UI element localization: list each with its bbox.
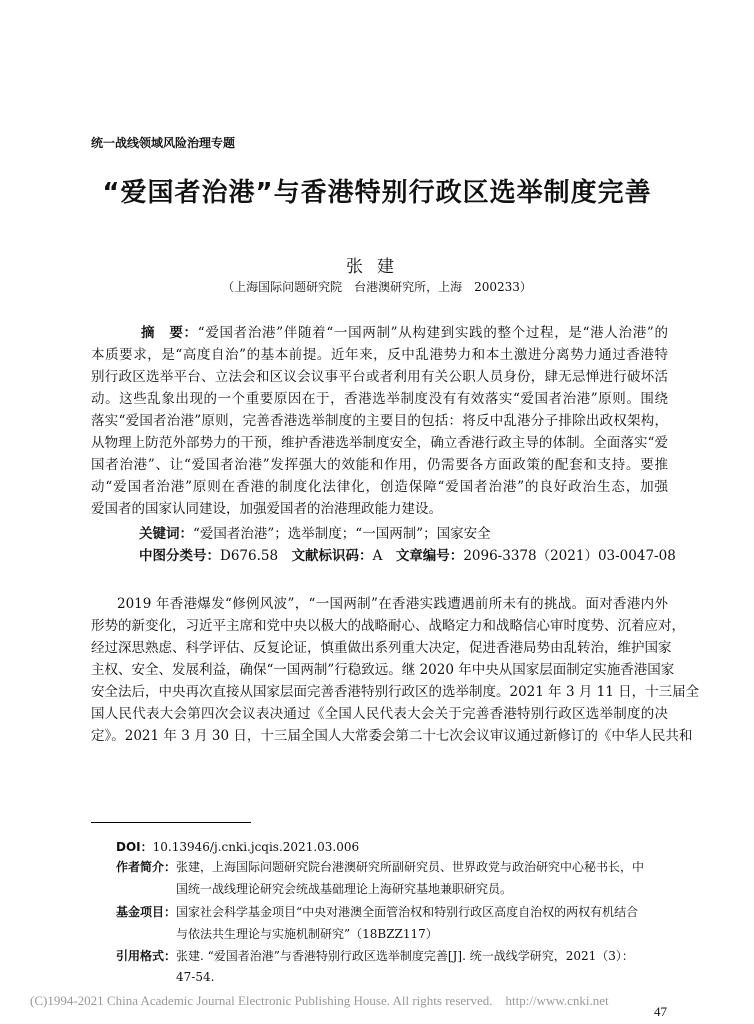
section-label: 统一战线领域风险治理专题 [91,136,236,150]
author-bio-cont: 国统一战线理论研究会统战基础理论上海研究基地兼职研究员。 [176,882,513,896]
keywords: 关键词：“爱国者治港”；选举制度；“一国两制”；国家安全 [139,526,491,542]
abstract-line: 动。这些乱象出现的一个重要原因在于，香港选举制度没有有效落实“爱国者治港”原则。围绕 [91,391,668,407]
author-affiliation: （上海国际问题研究院 台港澳研究所，上海 200233） [222,280,532,294]
fund-cont: 与依法共生理论与实施机制研究”（18BZZ117） [176,927,438,941]
author-bio: 作者简介：张建，上海国际问题研究院台港澳研究所副研究员、世界政党与政治研究中心秘书长，中 [116,860,645,874]
abstract-line: 从物理上防范外部势力的干预，维护香港选举制度安全，确立香港行政主导的体制。全面落实“爱 [91,435,668,451]
footnote-divider [91,822,251,823]
abstract-line: 国者治港”、让“爱国者治港”发挥强大的效能和作用，仍需要各方面政策的配套和支持。要推 [91,457,668,473]
article-title: “爱国者治港”与香港特别行政区选举制度完善 [102,178,652,208]
body-line: 主权、安全、发展利益，确保“一国两制”行稳致远。继 2020 年中央从国家层面制定实施香港国家 [91,662,675,678]
abstract-line: 摘 要：“爱国者治港”伴随着“一国两制”从构建到实践的整个过程，是“港人治港”的 [141,325,668,341]
body-line: 国人民代表大会第四次会议表决通过《全国人民代表大会关于完善香港特别行政区选举制度的决 [91,706,668,722]
abstract-line: 本质要求，是“高度自治”的基本前提。近年来，反中乱港势力和本土激进分离势力通过香港特 [91,347,668,363]
abstract-line: 动“爱国者治港”原则在香港的制度化法律化，创造保障“爱国者治港”的良好政治生态，加强 [91,479,668,495]
body-line: 2019 年香港爆发“修例风波”，“一国两制”在香港实践遭遇前所未有的挑战。面对香港内外 [117,596,668,612]
citation: 引用格式：张建. “爱国者治港”与香港特别行政区选举制度完善[J]. 统一战线学研究，2021（3）： [116,949,634,963]
doi: DOI：10.13946/j.cnki.jcqis.2021.03.006 [116,840,360,854]
copyright-watermark: (C)1994-2021 China Academic Journal Electronic Publishing House. All rights reserved. http://www.cnki.net [30,993,609,1008]
citation-cont: 47-54. [176,970,215,984]
abstract-line: 爱国者的国家认同建设，加强爱国者的治港理政能力建设。 [91,501,442,517]
page-number: 47 [654,1004,667,1019]
classification: 中图分类号：D676.58 文献标识码：A 文章编号：2096-3378（2021）03-0047-08 [139,548,676,564]
fund: 基金项目：国家社会科学基金项目“中央对港澳全面管治权和特别行政区高度自治权的两权有机结合 [116,905,639,919]
body-line: 安全法后，中央再次直接从国家层面完善香港特别行政区的选举制度。2021 年 3 月 11 日，十三届全 [91,684,700,700]
abstract-label: 摘 要： [141,325,198,341]
author-name: 张建 [346,257,408,277]
abstract-line: 落实“爱国者治港”原则，完善香港选举制度的主要目的包括：将反中乱港分子排除出政权架构， [91,413,668,429]
body-line: 经过深思熟虑、科学评估、反复论证，慎重做出系列重大决定，促进香港局势由乱转治，维护国家 [91,640,672,656]
body-line: 定》。2021 年 3 月 30 日，十三届全国人大常委会第二十七次会议审议通过新修订的《中华人民共和 [91,728,693,744]
abstract-line: 别行政区选举平台、立法会和区议会议事平台或者利用有关公职人员身份，肆无忌惮进行破坏活 [91,369,668,385]
body-line: 形势的新变化，习近平主席和党中央以极大的战略耐心、战略定力和战略信心审时度势、沉着应对， [91,618,685,634]
